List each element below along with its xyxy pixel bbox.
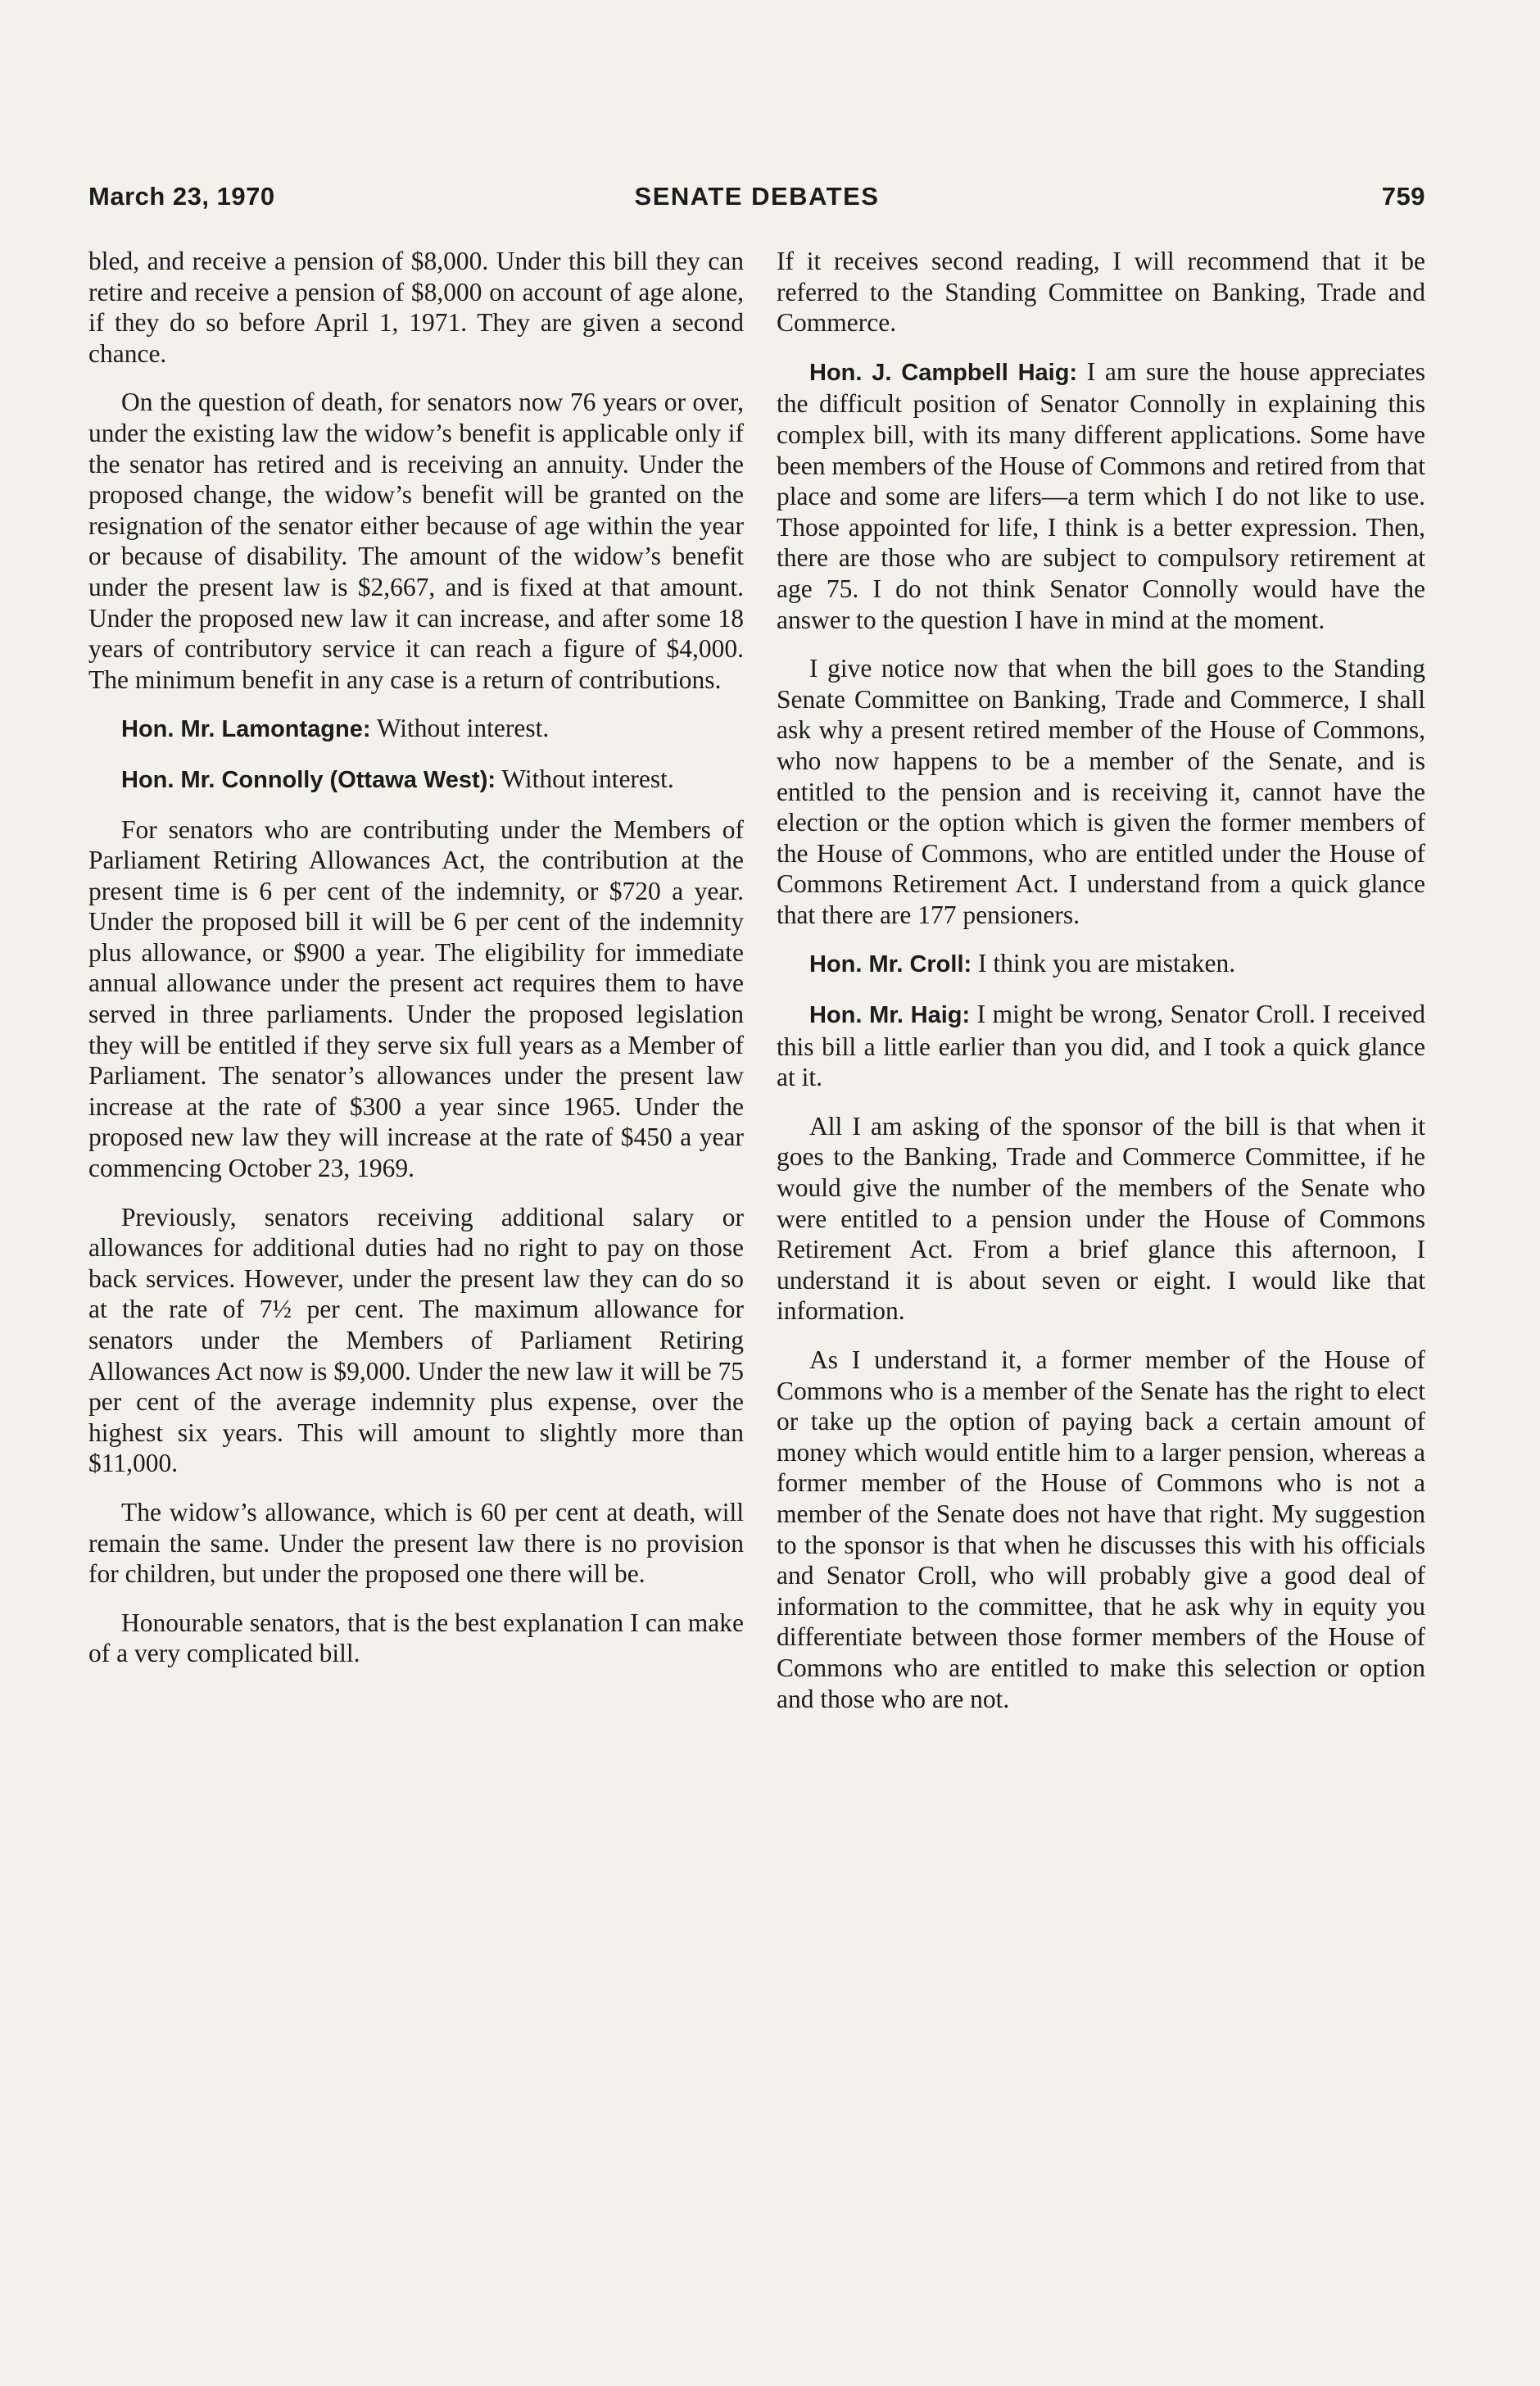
paragraph: For senators who are contributing under the Members of Parliament Retiring Allowances Act, the contribution at the present time is 6 per cent of the indemnity, or $720 a year. Under the proposed bill it will be 6 per cent of the indemnity plus allowance, or $900 a year. The eligibility for immediate annual allowance under the present act requires them to have served in three parliaments. Under the proposed legislation they will be entitled if they serve six full years as a Member of Parliament. The senator’s allowances under the present law increase at the rate of $300 a year since 1965. Under the proposed new law they will increase at the rate of $450 a year commencing October 23, 1969. bbox=[88, 814, 744, 1183]
speaker-name: Hon. Mr. Lamontagne: bbox=[121, 716, 371, 743]
speaker-name: Hon. Mr. Connolly (Ottawa West): bbox=[121, 766, 496, 793]
speech-text: I might be wrong, Senator Croll. I received this bill a little earlier than you did, and I took a quick glance at it. bbox=[777, 1000, 1425, 1092]
paragraph: Previously, senators receiving additional salary or allowances for additional duties had no right to pay on those back services. However, under the present law they can do so at the rate of 7½ per cent. The maximum allowance for senators under the Members of Parliament Retiring Allowances Act now is $9,000. Under the new law it will be 75 per cent of the average indemnity plus expense, over the highest six years. This will amount to slightly more than $11,000. bbox=[88, 1202, 744, 1478]
paragraph: I give notice now that when the bill goes to the Standing Senate Committee on Banking, Trade and Commerce, I shall ask why a present retired member of the House of Commons, who now happens to be a member of the Senate, and is entitled to the pension and is receiving it, cannot have the election or the option which is given the former members of the House of Commons, who are entitled under the House of Commons Retirement Act. I understand from a quick glance that there are 177 pensioners. bbox=[777, 654, 1425, 929]
paragraph: If it receives second reading, I will recommend that it be referred to the Standing Committee on Banking, Trade and Commerce. bbox=[777, 247, 1425, 338]
header-date: March 23, 1970 bbox=[88, 182, 275, 211]
speaker-name: Hon. Mr. Croll: bbox=[809, 951, 972, 978]
speech bbox=[777, 948, 1425, 981]
speech bbox=[88, 713, 744, 746]
paragraph: On the question of death, for senators now 76 years or over, under the existing law the widow’s benefit is applicable only if the senator has retired and is receiving an annuity. Under the proposed change, the widow’s benefit will be granted on the resignation of the senator either because of age within the year or because of disability. The amount of the widow’s benefit under the present law is $2,667, and is fixed at that amount. Under the proposed new law it can increase, and after some 18 years of contributory service it can reach a figure of $4,000. The minimum benefit in any case is a return of contributions. bbox=[88, 388, 744, 694]
speech bbox=[777, 999, 1425, 1093]
left-column bbox=[88, 246, 744, 1687]
speech-text: Without interest. bbox=[376, 714, 550, 743]
speaker-name: Hon. J. Campbell Haig: bbox=[809, 359, 1078, 386]
running-header bbox=[88, 182, 1425, 218]
speech-text: I think you are mistaken. bbox=[978, 949, 1236, 978]
paragraph: bled, and receive a pension of $8,000. Under this bill they can retire and receive a pension of $8,000 on account of age alone, if they do so before April 1, 1971. They are given a second chance. bbox=[88, 247, 744, 368]
speech-text: Without interest. bbox=[501, 764, 674, 793]
paragraph: Honourable senators, that is the best explanation I can make of a very complicated bill. bbox=[88, 1608, 744, 1668]
speech bbox=[88, 764, 744, 796]
paragraph: The widow’s allowance, which is 60 per cent at death, will remain the same. Under the present law there is no provision for children, but under the proposed one there will be. bbox=[88, 1497, 744, 1589]
speech-text: I am sure the house appreciates the difficult position of Senator Connolly in explaining this complex bill, with its many different applications. Some have been members of the House of Commons and retired from that place and some are lifers—a term which I do not like to use. Those appointed for life, I think is a better expression. Then, there are those who are subject to compulsory retirement at age 75. I do not think Senator Connolly would have the answer to the question I have in mind at the moment. bbox=[777, 356, 1425, 634]
speaker-name: Hon. Mr. Haig: bbox=[809, 1002, 971, 1029]
speech bbox=[777, 356, 1425, 635]
header-title: SENATE DEBATES bbox=[634, 182, 880, 211]
paragraph: As I understand it, a former member of the House of Commons who is a member of the Senate has the right to elect or take up the option of paying back a certain amount of money which would entitle him to a larger pension, whereas a former member of the House of Commons who is not a member of the Senate does not have that right. My suggestion to the sponsor is that when he discusses this with his officials and Senator Croll, who will probably give a good deal of information to the committee, that he ask why in equity you differentiate between those former members of the House of Commons who are entitled to make this selection or option and those who are not. bbox=[777, 1345, 1425, 1713]
right-column bbox=[777, 246, 1425, 1732]
paragraph: All I am asking of the sponsor of the bill is that when it goes to the Banking, Trade and Commerce Committee, if he would give the number of the members of the Senate who were entitled to a pension under the House of Commons Retirement Act. From a brief glance this afternoon, I understand it is about seven or eight. I would like that information. bbox=[777, 1111, 1425, 1326]
page-number: 759 bbox=[1381, 182, 1425, 211]
